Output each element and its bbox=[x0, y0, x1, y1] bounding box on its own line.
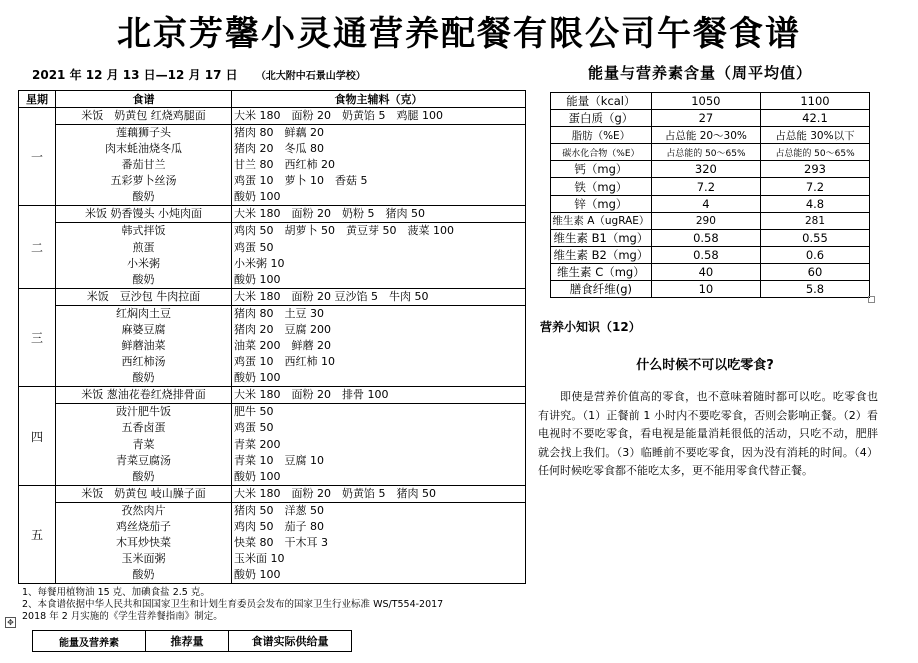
ingredient-line: 酸奶 100 bbox=[234, 371, 281, 385]
nutrient-name: 维生素 B1（mg） bbox=[551, 229, 652, 246]
date-range: 2021 年 12 月 13 日—12 月 17 日 bbox=[32, 68, 238, 82]
dish-name: 酸奶 bbox=[132, 371, 155, 385]
main-ingredients-cell bbox=[232, 387, 526, 404]
actual-value: 1100 bbox=[760, 93, 869, 110]
table-move-icon[interactable]: ✥ bbox=[5, 617, 16, 628]
actual-value: 4.8 bbox=[760, 195, 869, 212]
nutrient-name: 钙（mg） bbox=[551, 161, 652, 178]
main-ingredients-cell bbox=[232, 108, 526, 125]
recommended-value: 10 bbox=[651, 281, 760, 298]
ingredient-line: 猪肉 20 豆腐 200 bbox=[234, 322, 331, 336]
recommended-value: 27 bbox=[651, 110, 760, 127]
ingredient-line: 鸡蛋 10 西红柿 10 bbox=[234, 355, 335, 369]
weekday-cell: 一 bbox=[19, 108, 56, 206]
ingredient-line: 甘兰 80 西红柿 20 bbox=[234, 158, 335, 172]
dish-name: 韩式拌饭 bbox=[121, 224, 166, 238]
ingredient-line: 大米 180 面粉 20 豆沙馅 5 牛肉 50 bbox=[234, 289, 429, 303]
dish-name: 玉米面粥 bbox=[121, 552, 166, 566]
ingredient-line: 大米 180 面粉 20 奶黄馅 5 猪肉 50 bbox=[234, 486, 436, 500]
note-line: 1、每餐用植物油 15 克、加碘食盐 2.5 克。 bbox=[22, 587, 210, 598]
nutrient-col-header: 能量及营养素 bbox=[33, 631, 146, 652]
ingredient-line: 猪肉 50 洋葱 50 bbox=[234, 503, 324, 517]
ingredient-line: 玉米面 10 bbox=[234, 552, 285, 566]
side-dishes-cell bbox=[56, 502, 232, 583]
actual-value: 5.8 bbox=[760, 281, 869, 298]
nutrient-row bbox=[551, 144, 870, 161]
menu-header-row bbox=[19, 91, 526, 108]
actual-value: 7.2 bbox=[760, 178, 869, 195]
actual-value: 0.55 bbox=[760, 229, 869, 246]
nutrient-row bbox=[551, 161, 870, 178]
menu-header-food: 食谱 bbox=[56, 91, 232, 108]
nutrient-name: 脂肪（%E） bbox=[551, 127, 652, 144]
dish-name: 木耳炒快菜 bbox=[116, 535, 171, 549]
nutrient-row bbox=[551, 263, 870, 280]
nutrient-row bbox=[551, 212, 870, 229]
dish-name: 米饭 奶黄包 岐山臊子面 bbox=[81, 486, 206, 500]
actual-value: 占总能的 50～65% bbox=[760, 144, 869, 161]
side-ingredients-cell bbox=[232, 502, 526, 583]
nutrient-row bbox=[551, 178, 870, 195]
ingredient-line: 油菜 200 鲜蘑 20 bbox=[234, 339, 331, 353]
nutrient-name: 蛋白质（g） bbox=[551, 110, 652, 127]
note-line: 2018 年 2 月实施的《学生营养餐指南》制定。 bbox=[22, 611, 223, 622]
dish-name: 五彩萝卜丝汤 bbox=[110, 174, 177, 188]
side-dishes-cell bbox=[56, 305, 232, 386]
nutrient-row bbox=[551, 110, 870, 127]
dish-name: 孜然肉片 bbox=[121, 503, 166, 517]
resize-handle-icon[interactable] bbox=[868, 296, 875, 303]
dish-name: 麻婆豆腐 bbox=[121, 322, 166, 336]
nutrition-title: 能量与营养素含量（周平均值） bbox=[588, 64, 813, 82]
nutrient-row bbox=[551, 195, 870, 212]
date-range-line bbox=[32, 66, 366, 83]
ingredient-line: 鸡肉 50 胡萝卜 50 黄豆芽 50 菠菜 100 bbox=[234, 224, 454, 238]
nutrition-table bbox=[550, 92, 870, 298]
weekday-cell: 四 bbox=[19, 387, 56, 485]
tip-question: 什么时候不可以吃零食? bbox=[636, 358, 774, 373]
dish-name: 酸奶 bbox=[132, 568, 155, 582]
nutrient-name: 维生素 C（mg） bbox=[551, 263, 652, 280]
dish-name: 番茄甘兰 bbox=[121, 158, 166, 172]
ingredient-line: 酸奶 100 bbox=[234, 568, 281, 582]
ingredient-line: 猪肉 20 冬瓜 80 bbox=[234, 142, 324, 156]
ingredient-line: 大米 180 面粉 20 排骨 100 bbox=[234, 388, 389, 402]
ingredient-line: 青菜 200 bbox=[234, 437, 281, 451]
recommended-col-header: 推荐量 bbox=[146, 631, 229, 652]
weekday-cell: 五 bbox=[19, 485, 56, 583]
actual-value: 42.1 bbox=[760, 110, 869, 127]
menu-detail-row bbox=[19, 502, 526, 583]
recommended-value: 0.58 bbox=[651, 229, 760, 246]
ingredient-line: 猪肉 80 土豆 30 bbox=[234, 306, 324, 320]
recommended-value: 320 bbox=[651, 161, 760, 178]
dish-name: 青菜豆腐汤 bbox=[116, 453, 171, 467]
ingredient-line: 肥牛 50 bbox=[234, 405, 274, 419]
main-dish-cell bbox=[56, 288, 232, 305]
actual-value: 60 bbox=[760, 263, 869, 280]
ingredient-line: 酸奶 100 bbox=[234, 272, 281, 286]
side-ingredients-cell bbox=[232, 404, 526, 485]
menu-day-row bbox=[19, 206, 526, 223]
actual-value: 281 bbox=[760, 212, 869, 229]
dish-name: 米饭 奶香馒头 小炖肉面 bbox=[85, 207, 202, 221]
weekday-cell: 二 bbox=[19, 206, 56, 288]
dish-name: 青菜 bbox=[132, 437, 155, 451]
dish-name: 煎蛋 bbox=[132, 240, 155, 254]
menu-day-row bbox=[19, 288, 526, 305]
recommended-value: 0.58 bbox=[651, 246, 760, 263]
dish-name: 鲜蘑油菜 bbox=[121, 339, 166, 353]
nutrient-name: 维生素 A（ugRAE） bbox=[551, 212, 652, 229]
nutrient-name: 能量（kcal） bbox=[551, 93, 652, 110]
ingredient-line: 大米 180 面粉 20 奶黄馅 5 鸡腿 100 bbox=[234, 109, 443, 122]
actual-value: 占总能 30%以下 bbox=[760, 127, 869, 144]
weekday-cell: 三 bbox=[19, 288, 56, 386]
main-ingredients-cell bbox=[232, 485, 526, 502]
dish-name: 米饭 奶黄包 红烧鸡腿面 bbox=[81, 109, 206, 122]
main-dish-cell bbox=[56, 387, 232, 404]
main-dish-cell bbox=[56, 485, 232, 502]
dish-name: 五香卤蛋 bbox=[121, 421, 166, 435]
dish-name: 豉汁肥牛饭 bbox=[116, 405, 171, 419]
menu-detail-row bbox=[19, 305, 526, 386]
menu-header-day: 星期 bbox=[19, 91, 56, 108]
recommended-value: 1050 bbox=[651, 93, 760, 110]
ingredient-line: 鸡肉 50 茄子 80 bbox=[234, 519, 324, 533]
dish-name: 米饭 葱油花卷红烧排骨面 bbox=[81, 388, 206, 402]
nutrient-row bbox=[551, 281, 870, 298]
dish-name: 米饭 豆沙包 牛肉拉面 bbox=[86, 289, 201, 303]
recommended-value: 40 bbox=[651, 263, 760, 280]
ingredient-line: 青菜 10 豆腐 10 bbox=[234, 453, 324, 467]
side-dishes-cell bbox=[56, 223, 232, 288]
side-ingredients-cell bbox=[232, 125, 526, 206]
nutrient-row bbox=[551, 93, 870, 110]
recommended-value: 290 bbox=[651, 212, 760, 229]
ingredient-line: 酸奶 100 bbox=[234, 469, 281, 483]
ingredient-line: 小米粥 10 bbox=[234, 256, 285, 270]
page-title: 北京芳馨小灵通营养配餐有限公司午餐食谱 bbox=[117, 14, 801, 54]
menu-notes bbox=[22, 587, 443, 623]
menu-table bbox=[18, 90, 526, 584]
nutrient-row bbox=[551, 229, 870, 246]
dish-name: 鸡丝烧茄子 bbox=[116, 519, 171, 533]
ingredient-line: 猪肉 80 鲜藕 20 bbox=[234, 126, 324, 139]
side-dishes-cell bbox=[56, 404, 232, 485]
main-ingredients-cell bbox=[232, 206, 526, 223]
main-dish-cell bbox=[56, 206, 232, 223]
nutrient-row bbox=[551, 127, 870, 144]
actual-col-header: 食谱实际供给量 bbox=[229, 631, 352, 652]
side-dishes-cell bbox=[56, 125, 232, 206]
nutrient-name: 膳食纤维(g) bbox=[551, 281, 652, 298]
ingredient-line: 酸奶 100 bbox=[234, 190, 281, 204]
nutrient-name: 碳水化合物（%E） bbox=[551, 144, 652, 161]
note-line: 2、本食谱依据中华人民共和国国家卫生和计划生育委员会发布的国家卫生行业标准 WS/T554-2017 bbox=[22, 599, 444, 610]
ingredient-line: 快菜 80 干木耳 3 bbox=[234, 535, 328, 549]
dish-name: 肉末蚝油烧冬瓜 bbox=[105, 142, 182, 156]
dish-name: 酸奶 bbox=[132, 272, 155, 286]
ingredient-line: 鸡蛋 10 萝卜 10 香菇 5 bbox=[234, 174, 368, 188]
menu-header-ingredients: 食物主辅料（克） bbox=[232, 91, 526, 108]
nutrient-name: 锌（mg） bbox=[551, 195, 652, 212]
recommended-value: 占总能 20～30% bbox=[651, 127, 760, 144]
nutrient-standard-header bbox=[33, 631, 352, 652]
recommended-value: 4 bbox=[651, 195, 760, 212]
school-name: （北大附中石景山学校） bbox=[255, 71, 366, 82]
menu-detail-row bbox=[19, 223, 526, 288]
nutrient-name: 铁（mg） bbox=[551, 178, 652, 195]
dish-name: 红焖肉土豆 bbox=[116, 306, 171, 320]
menu-day-row bbox=[19, 387, 526, 404]
menu-detail-row bbox=[19, 404, 526, 485]
side-ingredients-cell bbox=[232, 223, 526, 288]
nutrient-name: 维生素 B2（mg） bbox=[551, 246, 652, 263]
nutrient-standard-table bbox=[32, 630, 352, 652]
menu-day-row bbox=[19, 108, 526, 125]
main-dish-cell bbox=[56, 108, 232, 125]
actual-value: 0.6 bbox=[760, 246, 869, 263]
ingredient-line: 大米 180 面粉 20 奶粉 5 猪肉 50 bbox=[234, 207, 425, 221]
dish-name: 莲藕狮子头 bbox=[116, 126, 171, 139]
recommended-value: 7.2 bbox=[651, 178, 760, 195]
dish-name: 酸奶 bbox=[132, 190, 155, 204]
recommended-value: 占总能的 50～65% bbox=[651, 144, 760, 161]
menu-day-row bbox=[19, 485, 526, 502]
actual-value: 293 bbox=[760, 161, 869, 178]
nutrient-row bbox=[551, 246, 870, 263]
menu-detail-row bbox=[19, 125, 526, 206]
ingredient-line: 鸡蛋 50 bbox=[234, 421, 274, 435]
tip-heading: 营养小知识（12） bbox=[540, 320, 641, 334]
dish-name: 小米粥 bbox=[127, 256, 160, 270]
dish-name: 酸奶 bbox=[132, 469, 155, 483]
side-ingredients-cell bbox=[232, 305, 526, 386]
main-ingredients-cell bbox=[232, 288, 526, 305]
tip-body: 即使是营养价值高的零食，也不意味着随时都可以吃。吃零食也有讲究。（1）正餐前 1 小时内不要吃零食，否则会影响正餐。（2）看电视时不要吃零食，看电视是能量消耗很低的活动，只吃不动，肥胖就会找上我们。（3）临睡前不要吃零食，因为没有消耗的时间。（4）任何时候吃零食都不能吃太多，更不能用零食代替正餐。 bbox=[538, 390, 878, 477]
ingredient-line: 鸡蛋 50 bbox=[234, 240, 274, 254]
dish-name: 西红柿汤 bbox=[121, 355, 166, 369]
